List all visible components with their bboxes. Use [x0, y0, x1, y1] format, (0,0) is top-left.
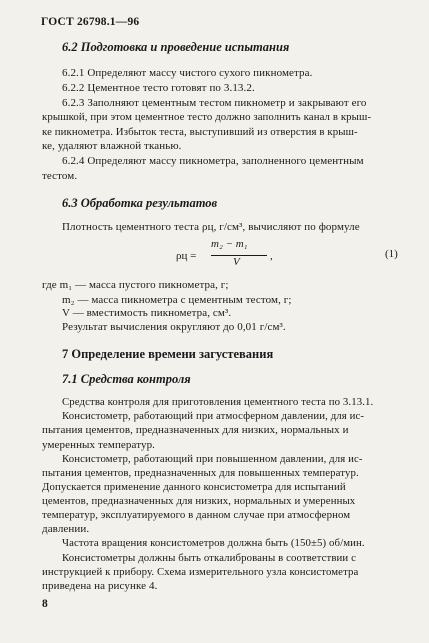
paragraph-line: цементов, предназначенных для низких, нормальных и умеренных: [42, 495, 356, 507]
result-line: Результат вычисления округляют до 0,01 г/см³.: [62, 321, 286, 333]
section-7-1-title: 7.1 Средства контроля: [62, 372, 191, 386]
paragraph-line: Консистометр, работающий при атмосферном давлении, для ис-: [62, 410, 365, 422]
paragraph-line: Консистометр, работающий при повышенном давлении, для ис-: [62, 453, 363, 465]
paragraph-line: Консистометры должны быть откалиброваны в соответствии с: [62, 552, 356, 564]
paragraph-line: температур, эксплуатируемого в данном случае при атмосферном: [42, 509, 351, 521]
formula-comma: ,: [270, 250, 273, 262]
section-6-2-title: 6.2 Подготовка и проведение испытания: [62, 40, 290, 54]
paragraph-line: 6.2.3 Заполняют цементным тестом пикнометр и закрывают его: [62, 97, 367, 109]
formula-numerator: m₂ − m₁: [211, 238, 248, 250]
paragraph-line: Средства контроля для приготовления цементного теста по 3.13.1.: [62, 396, 374, 408]
paragraph-line: ке пикнометра. Избыток теста, выступивший из отверстия в крыш-: [42, 126, 358, 138]
paragraph-line: инструкцией к прибору. Схема измерительного узла консистометра: [42, 566, 359, 578]
formula-number: (1): [385, 248, 398, 260]
where-line: V — вместимость пикнометра, см³.: [62, 307, 232, 319]
paragraph-line: Допускается применение данного консистометра для испытаний: [42, 481, 346, 493]
paragraph-line: Частота вращения консистометров должна быть (150±5) об/мин.: [62, 537, 365, 549]
formula-fraction: [211, 238, 269, 272]
where-line: где m₁ — масса пустого пикнометра, г;: [42, 279, 229, 291]
section-6-3-title: 6.3 Обработка результатов: [62, 196, 218, 210]
page-number: 8: [42, 598, 48, 610]
paragraph-line: ке, удаляют влажной тканью.: [42, 140, 182, 152]
paragraph-line: 6.2.4 Определяют массу пикнометра, заполненного цементным: [62, 155, 364, 167]
formula-intro: Плотность цементного теста ρц, г/см³, вычисляют по формуле: [62, 221, 360, 233]
paragraph-line: пытания цементов, предназначенных для низких, нормальных и: [42, 424, 349, 436]
paragraph-line: пытания цементов, предназначенных для повышенных температур.: [42, 467, 359, 479]
paragraph-line: приведена на рисунке 4.: [42, 580, 158, 592]
where-line: m₂ — масса пикнометра с цементным тестом, г;: [62, 294, 292, 306]
formula-denominator: V: [233, 256, 240, 268]
document-header: ГОСТ 26798.1—96: [41, 16, 140, 28]
paragraph-line: 6.2.2 Цементное тесто готовят по 3.13.2.: [62, 82, 255, 94]
formula-lhs: ρц =: [176, 250, 197, 262]
paragraph-line: умеренных температур.: [42, 439, 156, 451]
section-7-title: 7 Определение времени загустевания: [62, 347, 274, 361]
paragraph-line: тестом.: [42, 170, 78, 182]
paragraph-line: крышкой, при этом цементное тесто должно заполнить канал в крыш-: [42, 111, 372, 123]
paragraph-line: давлении.: [42, 523, 90, 535]
paragraph-line: 6.2.1 Определяют массу чистого сухого пикнометра.: [62, 67, 313, 79]
